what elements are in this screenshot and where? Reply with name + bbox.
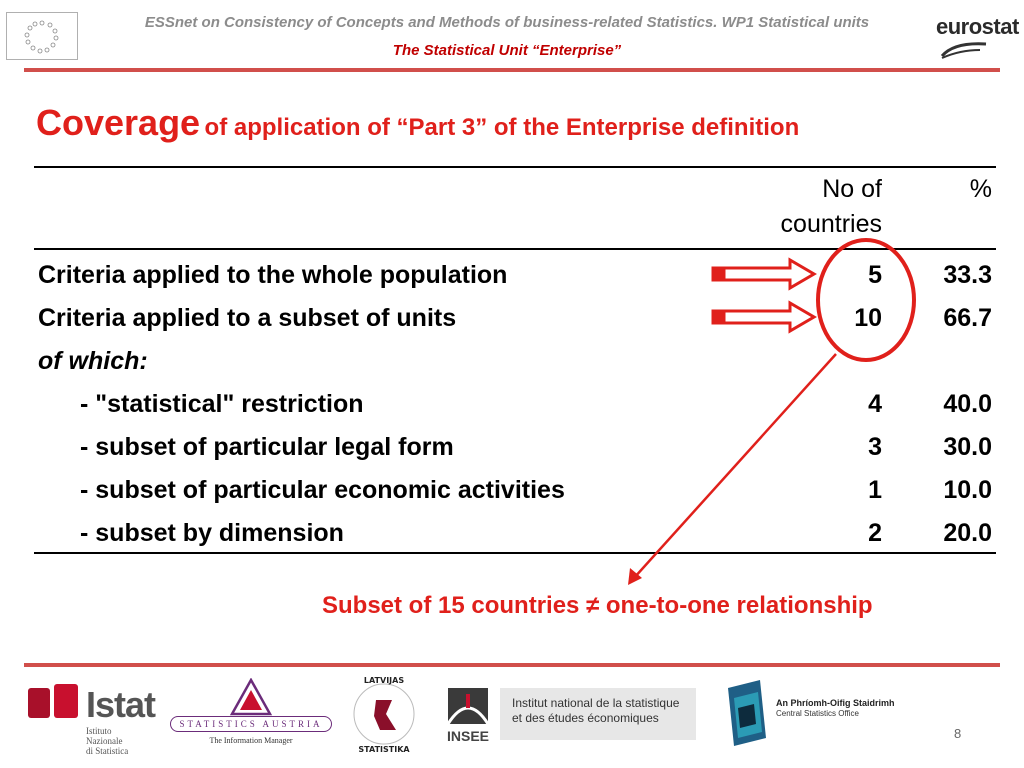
slide-title-main: Coverage [36, 102, 201, 143]
austria-triangle-icon [226, 678, 276, 716]
row-count: 2 [868, 519, 882, 547]
row-count: 4 [868, 390, 882, 418]
row-pct: 10.0 [943, 476, 992, 504]
insee-full-name: Institut national de la statistique et des études économiques [500, 688, 696, 740]
austria-logo-text: STATISTICS AUSTRIA [170, 716, 332, 732]
page-number: 8 [954, 726, 962, 741]
row-label: - subset by dimension [80, 519, 344, 547]
row-pct: 30.0 [943, 433, 992, 461]
right-arrow-icon [713, 260, 814, 288]
pointer-arrow-icon [628, 354, 836, 585]
column-header-pct: % [969, 175, 992, 203]
row-label: Criteria applied to the whole population [38, 261, 508, 289]
austria-logo-tagline: The Information Manager [209, 736, 293, 745]
row-label: - "statistical" restriction [80, 390, 364, 418]
svg-text:LATVIJAS: LATVIJAS [363, 676, 405, 685]
eurostat-logo-text: eurostat [936, 14, 1019, 39]
cso-logo-name: An Phríomh-Oifig Staidrimh [776, 698, 895, 708]
statistics-austria-logo [170, 678, 332, 748]
header-subtitle: The Statistical Unit “Enterprise” [392, 42, 622, 59]
insee-mark-icon [442, 688, 494, 726]
latvia-emblem-icon [346, 674, 422, 754]
row-pct: 33.3 [943, 261, 992, 289]
row-pct: 20.0 [943, 519, 992, 547]
footer-divider [24, 663, 1000, 667]
row-label-of-which: of which: [38, 347, 148, 375]
insee-logo [442, 688, 494, 742]
right-arrow-icon [713, 303, 814, 331]
row-count: 10 [854, 304, 882, 332]
callout-note: Subset of 15 countries ≠ one-to-one relationship [322, 592, 873, 619]
row-label: - subset of particular legal form [80, 433, 454, 461]
istat-mark-icon [28, 684, 82, 724]
row-label: - subset of particular economic activities [80, 476, 565, 504]
insee-logo-text: INSEE [446, 728, 489, 744]
row-count: 5 [868, 261, 882, 289]
cso-logo [720, 678, 910, 750]
istat-logo-text: Istat [86, 684, 156, 725]
istat-logo [28, 684, 156, 756]
istat-logo-subtitle: Istituto Nazionale di Statistica [86, 726, 129, 756]
latvia-statistics-logo [346, 674, 422, 754]
cso-mark-icon [720, 678, 774, 748]
row-pct: 66.7 [943, 304, 992, 332]
cso-logo-subtitle: Central Statistics Office [776, 709, 859, 718]
slide-title-sub: of application of “Part 3” of the Enterprise definition [204, 114, 800, 141]
row-count: 1 [868, 476, 882, 504]
svg-text:STATISTIKA: STATISTIKA [358, 745, 410, 754]
column-header-count: No of countries [780, 175, 882, 238]
row-label: Criteria applied to a subset of units [38, 304, 457, 332]
row-count: 3 [868, 433, 882, 461]
row-pct: 40.0 [943, 390, 992, 418]
header-project-title: ESSnet on Consistency of Concepts and Methods of business-related Statistics. WP1 Statistical units [144, 14, 870, 31]
highlight-circle [818, 240, 914, 360]
